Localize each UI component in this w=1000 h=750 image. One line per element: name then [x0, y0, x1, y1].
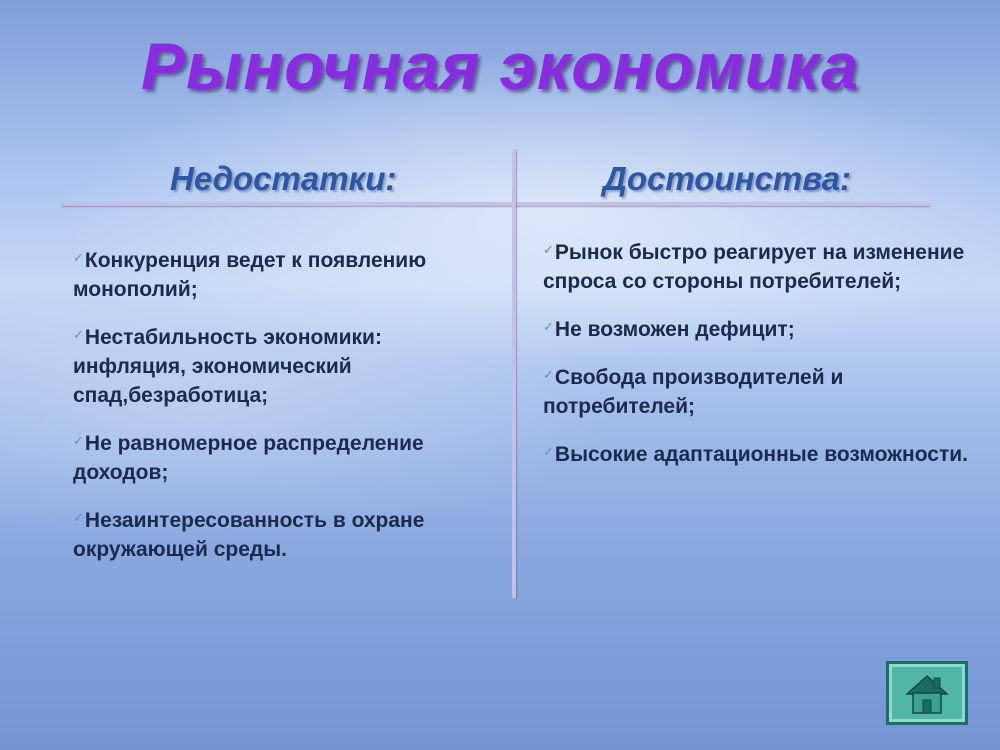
- checkmark-icon: ✓: [73, 433, 84, 448]
- checkmark-icon: ✓: [543, 242, 554, 257]
- list-item: ✓Не возможен дефицит;: [543, 318, 795, 341]
- home-icon: [903, 670, 951, 718]
- list-item: ✓Не равномерное распределение доходов;: [73, 432, 424, 484]
- list-item: ✓Конкуренция ведет к появлению монополий;: [73, 249, 427, 301]
- checkmark-icon: ✓: [73, 250, 84, 265]
- advantages-heading: Достоинства:: [603, 160, 852, 197]
- disadvantages-heading: Недостатки:: [170, 160, 397, 197]
- vertical-divider: [512, 150, 516, 598]
- list-item: ✓Свобода производителей и потребителей;: [543, 366, 844, 418]
- checkmark-icon: ✓: [73, 510, 84, 525]
- checkmark-icon: ✓: [543, 367, 554, 382]
- list-item: ✓Высокие адаптационные возможности.: [543, 443, 968, 466]
- disadvantages-list: [73, 243, 493, 580]
- horizontal-divider: [62, 202, 930, 206]
- list-item: ✓Незаинтересованность в охране окружающей среды.: [73, 509, 425, 561]
- list-item: ✓Нестабильность экономики: инфляция, экономический спад,безработица;: [73, 326, 382, 407]
- list-item: ✓Рынок быстро реагирует на изменение спроса со стороны потребителей;: [543, 241, 965, 293]
- slide-title: Рыночная экономика: [141, 29, 859, 103]
- checkmark-icon: ✓: [543, 319, 554, 334]
- checkmark-icon: ✓: [73, 327, 84, 342]
- home-button[interactable]: [886, 661, 968, 725]
- advantages-list: [543, 235, 983, 485]
- checkmark-icon: ✓: [543, 444, 554, 459]
